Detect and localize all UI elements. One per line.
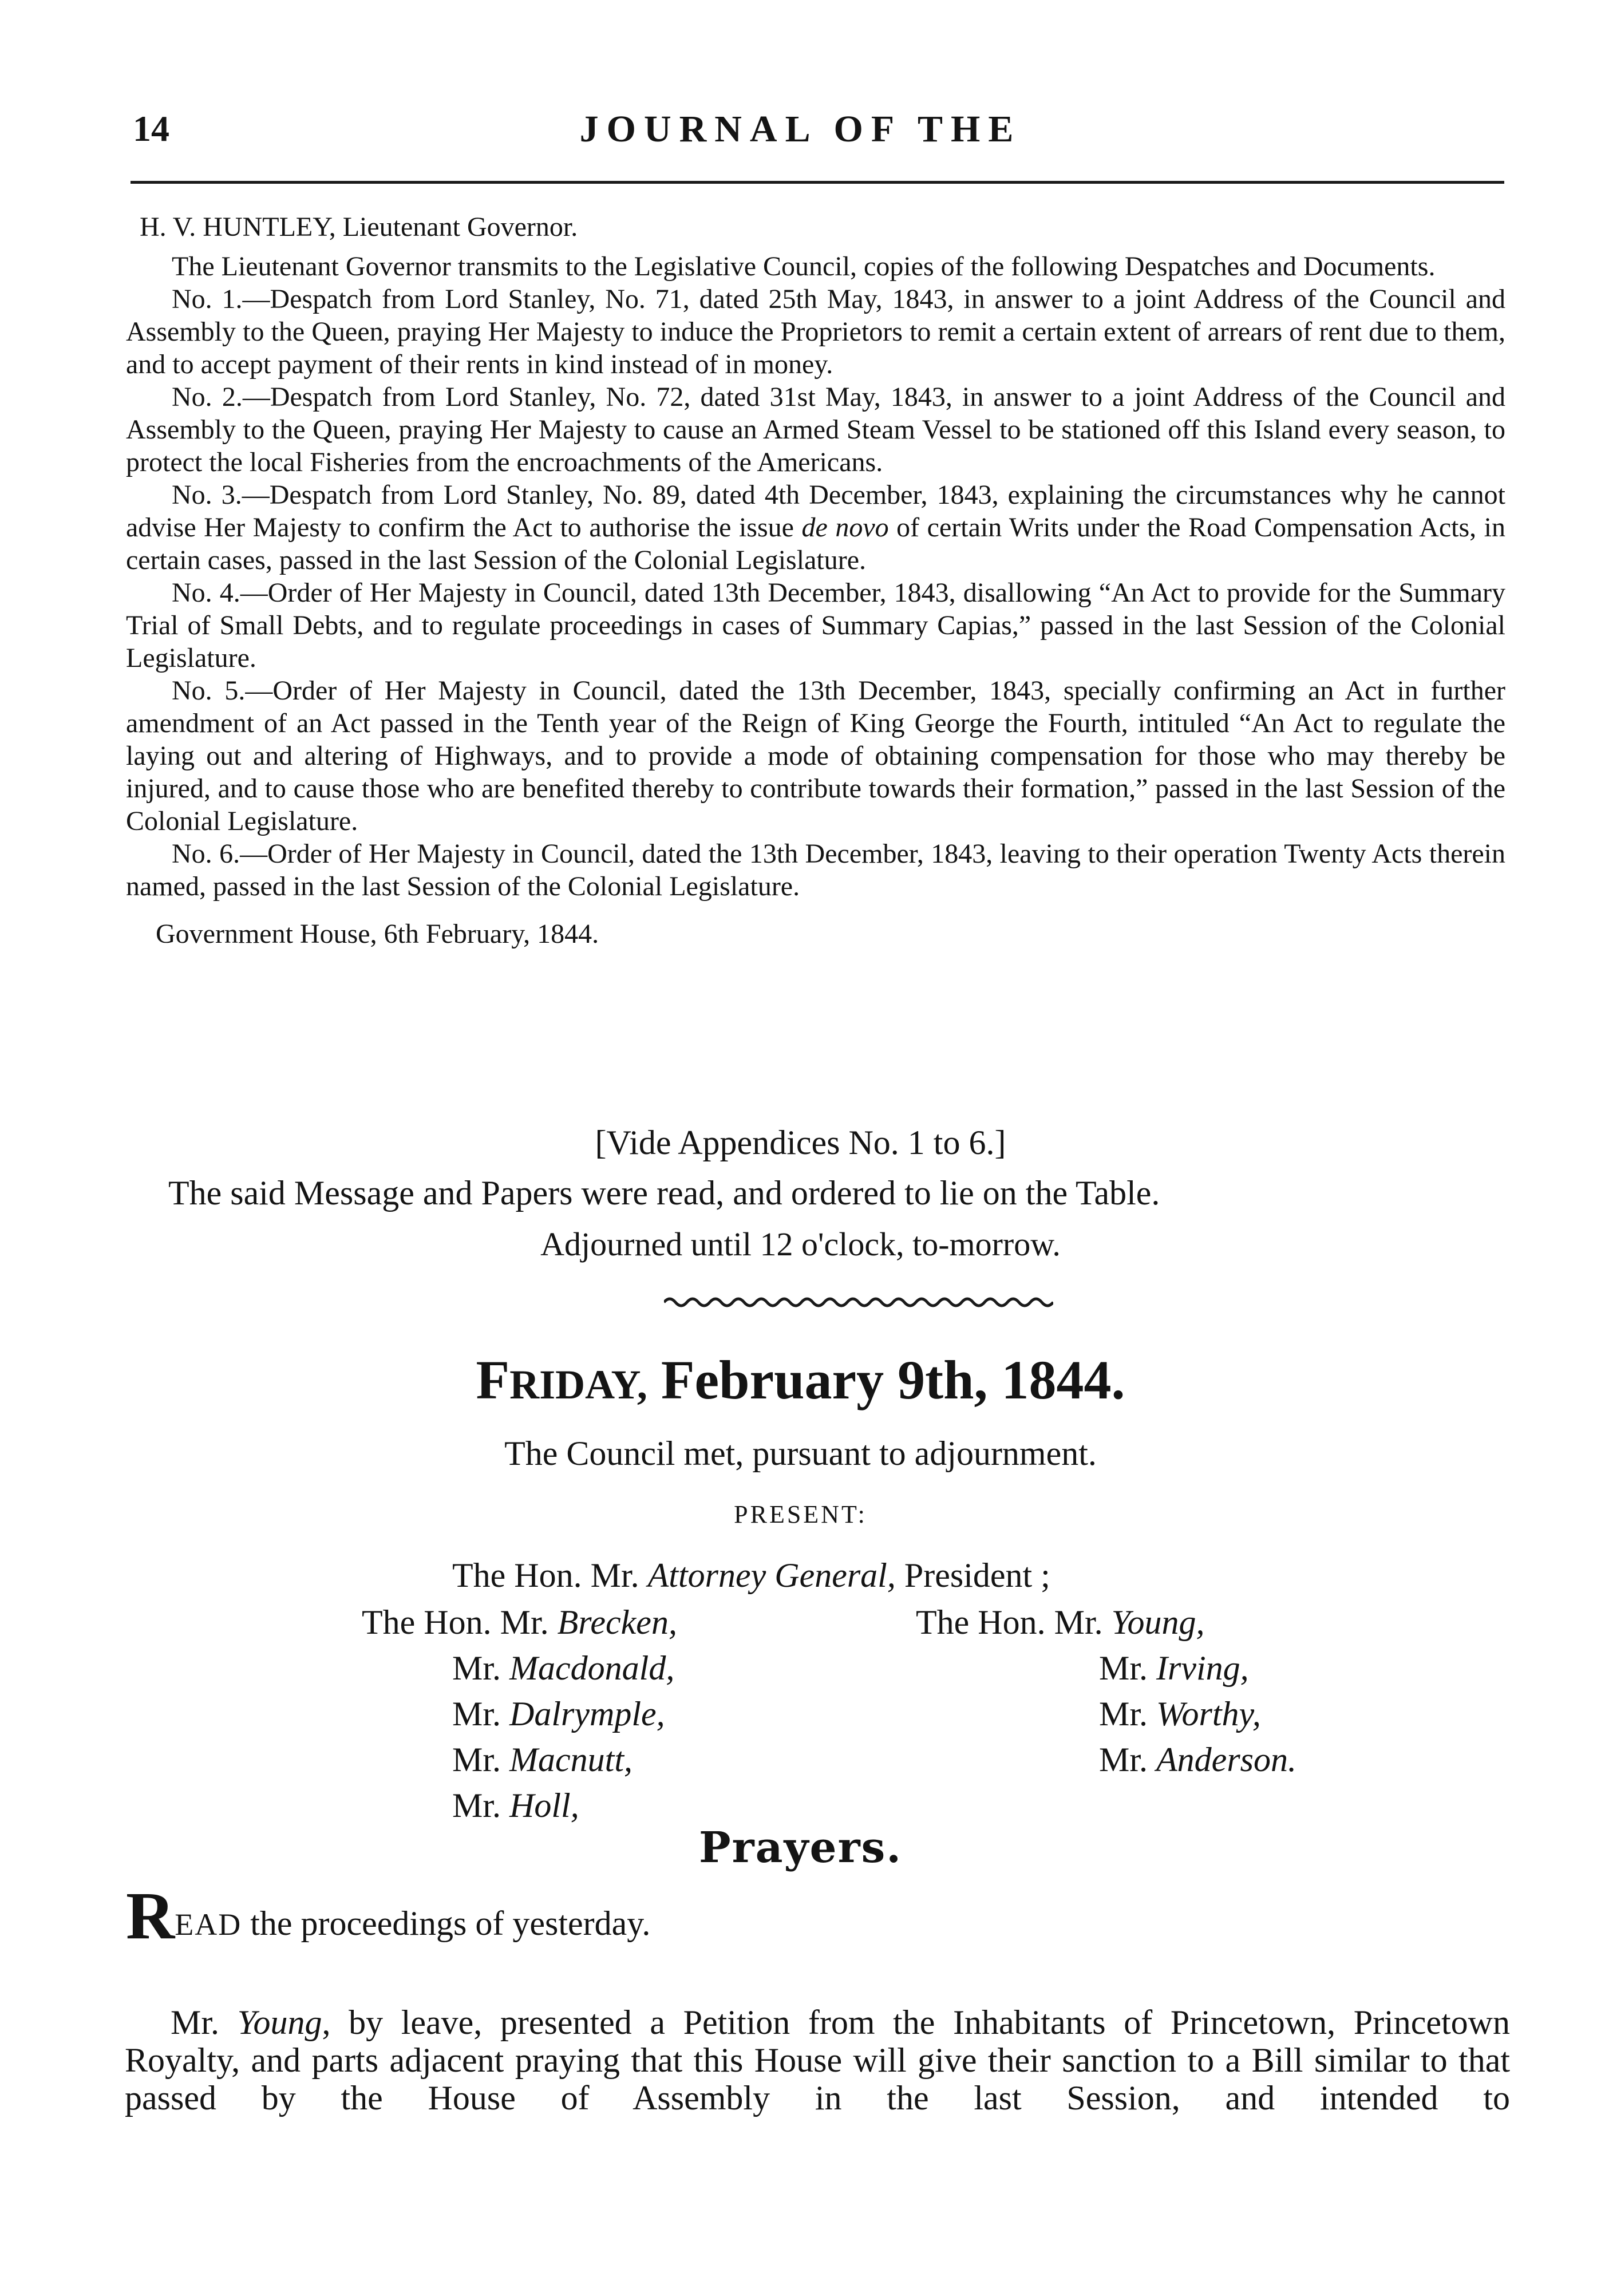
member-entry	[362, 1603, 677, 1649]
prayers-heading: Prayers.	[698, 1823, 903, 1872]
petition-paragraph	[125, 2003, 1510, 2117]
present-label: PRESENT:	[734, 1500, 867, 1528]
member-name: Dalrymple,	[509, 1695, 665, 1733]
president-suffix: President ;	[895, 1556, 1050, 1594]
government-house-date: Government House, 6th February, 1844.	[156, 919, 599, 949]
member-prefix: The Hon. Mr.	[362, 1603, 558, 1641]
member-name: Macdonald,	[509, 1649, 675, 1687]
member-prefix: Mr.	[1099, 1695, 1157, 1733]
member-prefix: Mr.	[452, 1649, 510, 1687]
vide-appendices: [Vide Appendices No. 1 to 6.]	[595, 1124, 1006, 1161]
day-heading	[0, 1348, 1601, 1412]
member-prefix: Mr.	[1099, 1741, 1157, 1779]
member-name: Worthy,	[1156, 1695, 1261, 1733]
petition-member-name: Young	[237, 2003, 322, 2041]
message-block	[126, 211, 1505, 950]
petition-text	[125, 2003, 1510, 2117]
wavy-divider-ornament	[664, 1294, 1053, 1311]
item3-italic: de novo	[801, 512, 889, 543]
member-name: Holl,	[509, 1787, 579, 1824]
president-line	[452, 1556, 1050, 1595]
page-number: 14	[133, 108, 169, 149]
member-entry	[916, 1740, 1296, 1786]
member-name: Brecken,	[557, 1603, 677, 1641]
despatch-item-2: No. 2.—Despatch from Lord Stanley, No. 72, dated 31st May, 1843, in answer to a joint Address of the Council and Assembly to the Queen, praying Her Majesty to cause an Armed Steam Vessel to be stationed off this Island every season, to protect the local Fisheries from the encroachments of the Americans.	[126, 382, 1505, 477]
member-entry	[916, 1603, 1296, 1649]
member-prefix: Mr.	[452, 1695, 510, 1733]
member-name: Irving,	[1156, 1649, 1249, 1687]
member-prefix: The Hon. Mr.	[916, 1603, 1112, 1641]
read-caps: EAD	[175, 1907, 242, 1942]
item3-before: No. 3.—Despatch from Lord Stanley, No. 89, dated 4th December, 1843, explaining the circumstances why he cannot advise Her Majesty to confirm the Act to authorise the issue	[126, 480, 1505, 543]
member-prefix: Mr.	[452, 1741, 510, 1779]
petition-body: , by leave, presented a Petition from the Inhabitants of Princetown, Princetown Royalty, and parts adjacent praying that this House will give their sanction to a Bill similar to that passed by the House of Assembly in the last Session, and intended to	[125, 2003, 1510, 2117]
order-item-6: No. 6.—Order of Her Majesty in Council, dated the 13th December, 1843, leaving to their operation Twenty Acts therein named, passed in the last Session of the Colonial Legislature.	[126, 839, 1505, 902]
member-entry	[362, 1649, 677, 1694]
members-left-column	[362, 1603, 677, 1832]
day-first-letter: F	[476, 1349, 510, 1410]
despatch-item-1: No. 1.—Despatch from Lord Stanley, No. 71, dated 25th May, 1843, in answer to a joint Address of the Council and Assembly to the Queen, praying Her Majesty to induce the Proprietors to remit a certain extent of arrears of rent due to them, and to accept payment of their rents in kind instead of in money.	[126, 284, 1505, 380]
member-entry	[916, 1649, 1296, 1694]
petition-lead: Mr.	[171, 2003, 238, 2041]
president-name: Attorney General,	[647, 1556, 896, 1594]
president-prefix: The Hon. Mr.	[452, 1556, 648, 1594]
member-name: Anderson.	[1156, 1741, 1297, 1779]
order-item-4: No. 4.—Order of Her Majesty in Council, dated 13th December, 1843, disallowing “An Act to provide for the Summary Trial of Small Debts, and to regulate proceedings in cases of Summary Capias,” passed in the last Session of the Colonial Legislature.	[126, 578, 1505, 673]
read-rest: the proceedings of yesterday.	[242, 1904, 651, 1942]
member-prefix: Mr.	[1099, 1649, 1157, 1687]
despatch-item-3	[126, 479, 1505, 576]
member-entry	[916, 1694, 1296, 1740]
day-date: February 9th, 1844.	[661, 1349, 1125, 1410]
message-read-line: The said Message and Papers were read, and ordered to lie on the Table.	[168, 1174, 1160, 1212]
member-name: Macnutt,	[509, 1741, 633, 1779]
order-item-5: No. 5.—Order of Her Majesty in Council, dated the 13th December, 1843, specially confirming an Act in further amendment of an Act passed in the Tenth year of the Reign of King George the Fourth, intituled “An Act to regulate the laying out and altering of Highways, and to provide a mode of obtaining compensation for those who may thereby be injured, and to cause those who are benefited thereby to contribute towards their formation,” passed in the last Session of the Colonial Legislature.	[126, 675, 1505, 836]
message-intro: The Lieutenant Governor transmits to the Legislative Council, copies of the following Despatches and Documents.	[172, 251, 1436, 282]
council-met-line: The Council met, pursuant to adjournment.	[504, 1434, 1097, 1472]
governor-signature: H. V. HUNTLEY, Lieutenant Governor.	[140, 212, 578, 242]
adjourned-line: Adjourned until 12 o'clock, to-morrow.	[540, 1226, 1061, 1263]
member-entry	[362, 1740, 677, 1786]
member-name: Young,	[1111, 1603, 1205, 1641]
read-proceedings-line	[126, 1878, 651, 1953]
members-right-column	[916, 1603, 1296, 1786]
member-entry	[362, 1694, 677, 1740]
item3-after: of certain Writs under the Road Compensation Acts, in certain cases, passed in the last Session of the Colonial Legislature.	[126, 512, 1506, 575]
running-title: JOURNAL OF THE	[579, 108, 1022, 150]
day-rest: RIDAY,	[509, 1362, 647, 1408]
drop-cap: R	[126, 1878, 175, 1953]
member-prefix: Mr.	[452, 1787, 510, 1824]
header-rule	[131, 181, 1504, 184]
